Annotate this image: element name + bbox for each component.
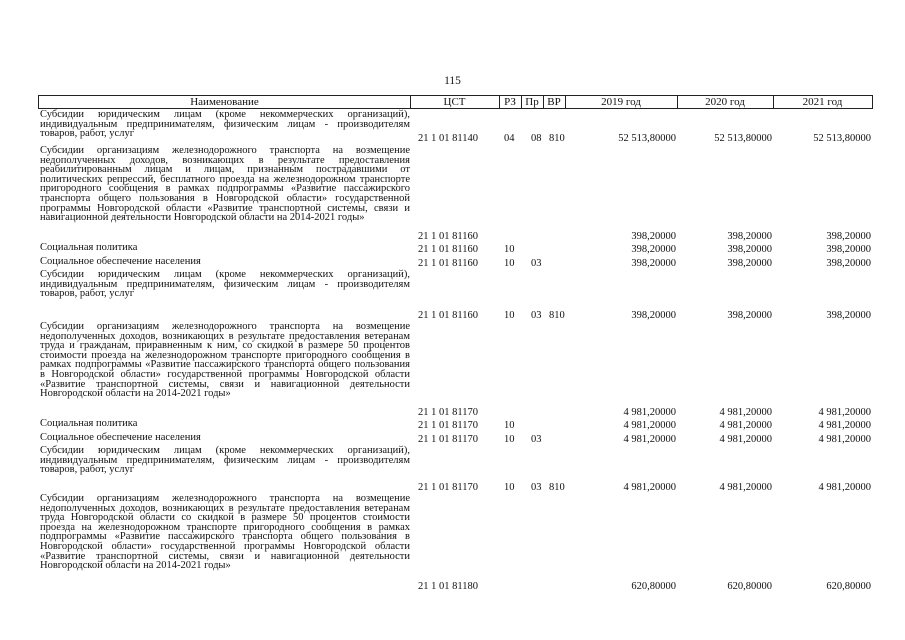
row-rz: 10 bbox=[504, 310, 515, 321]
header-cst: ЦСТ bbox=[410, 96, 500, 108]
row-value-2019: 4 981,20000 bbox=[623, 420, 676, 431]
row-pr: 08 bbox=[531, 133, 542, 144]
header-name: Наименование bbox=[39, 96, 411, 108]
table-row bbox=[38, 242, 873, 255]
row-cst: 21 1 01 81160 bbox=[418, 244, 478, 255]
table-row bbox=[38, 494, 873, 592]
header-2020: 2020 год bbox=[677, 96, 774, 108]
row-value-2021: 4 981,20000 bbox=[818, 420, 871, 431]
row-cst: 21 1 01 81170 bbox=[418, 482, 478, 493]
page-number: 115 bbox=[444, 75, 461, 87]
row-value-2020: 398,20000 bbox=[727, 231, 772, 242]
row-value-2021: 52 513,80000 bbox=[813, 133, 871, 144]
table-row bbox=[38, 256, 873, 269]
row-value-2021: 620,80000 bbox=[826, 581, 871, 592]
row-name: Субсидии юридическим лицам (кроме некоммерческих организаций), индивидуальным предпринимателям, физическим лицам - производителям товаров, работ, услуг bbox=[40, 269, 410, 300]
row-value-2019: 398,20000 bbox=[631, 244, 676, 255]
row-vr: 810 bbox=[549, 310, 565, 321]
row-name: Социальная политика bbox=[40, 418, 138, 429]
table-row bbox=[38, 110, 873, 144]
row-vr: 810 bbox=[549, 482, 565, 493]
row-cst: 21 1 01 81160 bbox=[418, 258, 478, 269]
row-rz: 04 bbox=[504, 133, 515, 144]
row-cst: 21 1 01 81170 bbox=[418, 420, 478, 431]
row-name: Социальная политика bbox=[40, 242, 138, 253]
row-cst: 21 1 01 81160 bbox=[418, 310, 478, 321]
row-cst: 21 1 01 81170 bbox=[418, 407, 478, 418]
table-row bbox=[38, 322, 873, 418]
row-rz: 10 bbox=[504, 482, 515, 493]
row-value-2021: 398,20000 bbox=[826, 310, 871, 321]
row-value-2020: 398,20000 bbox=[727, 310, 772, 321]
row-value-2019: 4 981,20000 bbox=[623, 407, 676, 418]
row-name: Субсидии организациям железнодорожного транспорта на возмещение недополученных доходов, возникающих в результате предоставления реабилитированным лицам и лицам, признанным пострадавшими от политических репрессий, бесплатного проезда на железнодорожном транспорте пригородного сообщения в рамках подпрограммы «Развитие пассажирского транспорта общего пользования в Новгородской области» государственной программы Новгородской области «Развитие транспортной системы, связи и навигационной деятельности Новгородской области на 2014-2021 годы» bbox=[40, 145, 410, 224]
header-2021: 2021 год bbox=[802, 96, 843, 108]
row-cst: 21 1 01 81160 bbox=[418, 231, 478, 242]
row-value-2020: 4 981,20000 bbox=[719, 434, 772, 445]
table-row bbox=[38, 418, 873, 431]
row-name: Социальное обеспечение населения bbox=[40, 432, 201, 443]
table-row bbox=[38, 432, 873, 445]
row-value-2021: 398,20000 bbox=[826, 258, 871, 269]
table-row bbox=[38, 146, 873, 242]
row-name: Социальное обеспечение населения bbox=[40, 256, 201, 267]
row-value-2021: 398,20000 bbox=[826, 231, 871, 242]
row-value-2020: 398,20000 bbox=[727, 244, 772, 255]
row-pr: 03 bbox=[531, 482, 542, 493]
row-name: Субсидии юридическим лицам (кроме некоммерческих организаций), индивидуальным предпринимателям, физическим лицам - производителям товаров, работ, услуг bbox=[40, 109, 410, 140]
header-2019: 2019 год bbox=[565, 96, 678, 108]
header-vr: ВР bbox=[543, 96, 566, 108]
row-value-2019: 398,20000 bbox=[631, 231, 676, 242]
row-name: Субсидии юридическим лицам (кроме некоммерческих организаций), индивидуальным предпринимателям, физическим лицам - производителям товаров, работ, услуг bbox=[40, 445, 410, 476]
row-name: Субсидии организациям железнодорожного транспорта на возмещение недополученных доходов, возникающих в результате предоставления ветеранам труда и гражданам, приравненным к ним, со скидкой в размере 50 процентов стоимости проезда на железнодорожном транспорте пригородного сообщения в рамках подпрограммы «Развитие пассажирского транспорта общего пользования в Новгородской области» государственной программы Новгородской области «Развитие транспортной системы, связи и навигационной деятельности Новгородской области на 2014-2021 годы» bbox=[40, 321, 410, 400]
row-value-2020: 398,20000 bbox=[727, 258, 772, 269]
row-value-2020: 620,80000 bbox=[727, 581, 772, 592]
header-rz: РЗ bbox=[499, 96, 522, 108]
row-pr: 03 bbox=[531, 310, 542, 321]
row-pr: 03 bbox=[531, 434, 542, 445]
row-cst: 21 1 01 81170 bbox=[418, 434, 478, 445]
row-rz: 10 bbox=[504, 244, 515, 255]
row-cst: 21 1 01 81140 bbox=[418, 133, 478, 144]
row-rz: 10 bbox=[504, 420, 515, 431]
header-pr: Пр bbox=[521, 96, 544, 108]
row-value-2019: 398,20000 bbox=[631, 310, 676, 321]
row-value-2020: 4 981,20000 bbox=[719, 420, 772, 431]
row-value-2019: 620,80000 bbox=[631, 581, 676, 592]
row-value-2020: 52 513,80000 bbox=[714, 133, 772, 144]
row-rz: 10 bbox=[504, 434, 515, 445]
row-value-2020: 4 981,20000 bbox=[719, 407, 772, 418]
table-row bbox=[38, 270, 873, 321]
row-vr: 810 bbox=[549, 133, 565, 144]
row-cst: 21 1 01 81180 bbox=[418, 581, 478, 592]
row-value-2021: 398,20000 bbox=[826, 244, 871, 255]
row-value-2021: 4 981,20000 bbox=[818, 482, 871, 493]
row-value-2021: 4 981,20000 bbox=[818, 434, 871, 445]
row-value-2019: 4 981,20000 bbox=[623, 482, 676, 493]
row-pr: 03 bbox=[531, 258, 542, 269]
row-value-2019: 52 513,80000 bbox=[618, 133, 676, 144]
row-name: Субсидии организациям железнодорожного транспорта на возмещение недополученных доходов, возникающих в результате предоставления ветеранам труда Новгородской области со скидкой в размере 50 процентов стоимости проезда на железнодорожном транспорте пригородного сообщения в рамках подпрограммы «Развитие пассажирского транспорта общего пользования в Новгородской области» государственной программы Новгородской области «Развитие транспортной системы, связи и навигационной деятельности Новгородской области на 2014-2021 годы» bbox=[40, 493, 410, 572]
row-value-2021: 4 981,20000 bbox=[818, 407, 871, 418]
row-value-2019: 4 981,20000 bbox=[623, 434, 676, 445]
row-value-2019: 398,20000 bbox=[631, 258, 676, 269]
table-header bbox=[38, 95, 873, 109]
table-row bbox=[38, 446, 873, 493]
row-value-2020: 4 981,20000 bbox=[719, 482, 772, 493]
row-rz: 10 bbox=[504, 258, 515, 269]
